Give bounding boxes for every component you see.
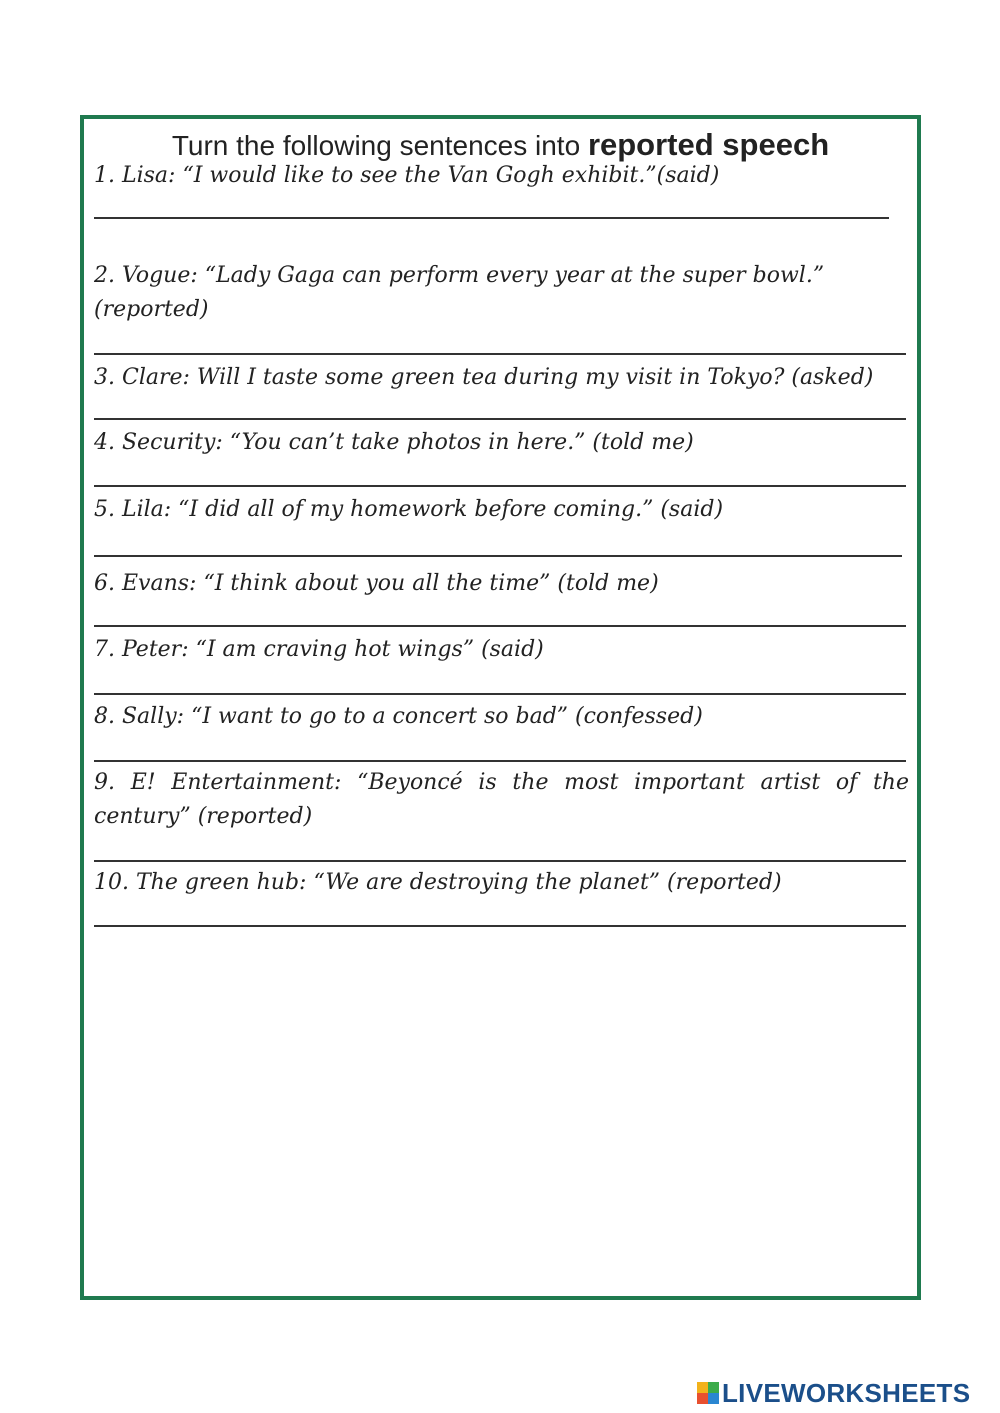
logo-square-1: [697, 1382, 708, 1393]
answer-line-9[interactable]: [94, 860, 906, 862]
title-prefix: Turn the following sentences into: [171, 130, 588, 161]
question-2: 2. Vogue: “Lady Gaga can perform every year at the super bowl.” (reported): [94, 263, 825, 322]
question-1: 1. Lisa: “I would like to see the Van Gogh exhibit.”(said): [94, 163, 720, 188]
worksheet-frame: [80, 115, 921, 1300]
question-9: 9. E! Entertainment: “Beyoncé is the most important artist of the century” (reported): [94, 770, 909, 829]
answer-line-1[interactable]: [94, 217, 889, 219]
liveworksheets-logo: [697, 1377, 971, 1408]
liveworksheets-logo-text: LIVEWORKSHEETS: [722, 1377, 971, 1408]
answer-line-10[interactable]: [94, 925, 906, 927]
answer-line-4[interactable]: [94, 485, 906, 487]
worksheet-title: [84, 127, 917, 163]
question-8: 8. Sally: “I want to go to a concert so bad” (confessed): [94, 704, 703, 729]
answer-line-8[interactable]: [94, 760, 906, 762]
logo-square-2: [708, 1382, 719, 1393]
question-5: 5. Lila: “I did all of my homework before coming.” (said): [94, 497, 724, 522]
logo-square-4: [708, 1393, 719, 1404]
answer-line-2[interactable]: [94, 353, 906, 355]
answer-line-5[interactable]: [94, 555, 902, 557]
liveworksheets-logo-icon: [697, 1382, 719, 1404]
question-4: 4. Security: “You can’t take photos in here.” (told me): [94, 430, 694, 455]
question-7: 7. Peter: “I am craving hot wings” (said): [94, 637, 544, 662]
answer-line-6[interactable]: [94, 625, 906, 627]
title-emphasis: reported speech: [587, 127, 830, 162]
answer-line-3[interactable]: [94, 418, 906, 420]
logo-square-3: [697, 1393, 708, 1404]
question-6: 6. Evans: “I think about you all the time” (told me): [94, 571, 659, 596]
answer-line-7[interactable]: [94, 693, 906, 695]
question-3: 3. Clare: Will I taste some green tea during my visit in Tokyo? (asked): [94, 365, 874, 390]
question-10: 10. The green hub: “We are destroying the planet” (reported): [94, 870, 782, 895]
